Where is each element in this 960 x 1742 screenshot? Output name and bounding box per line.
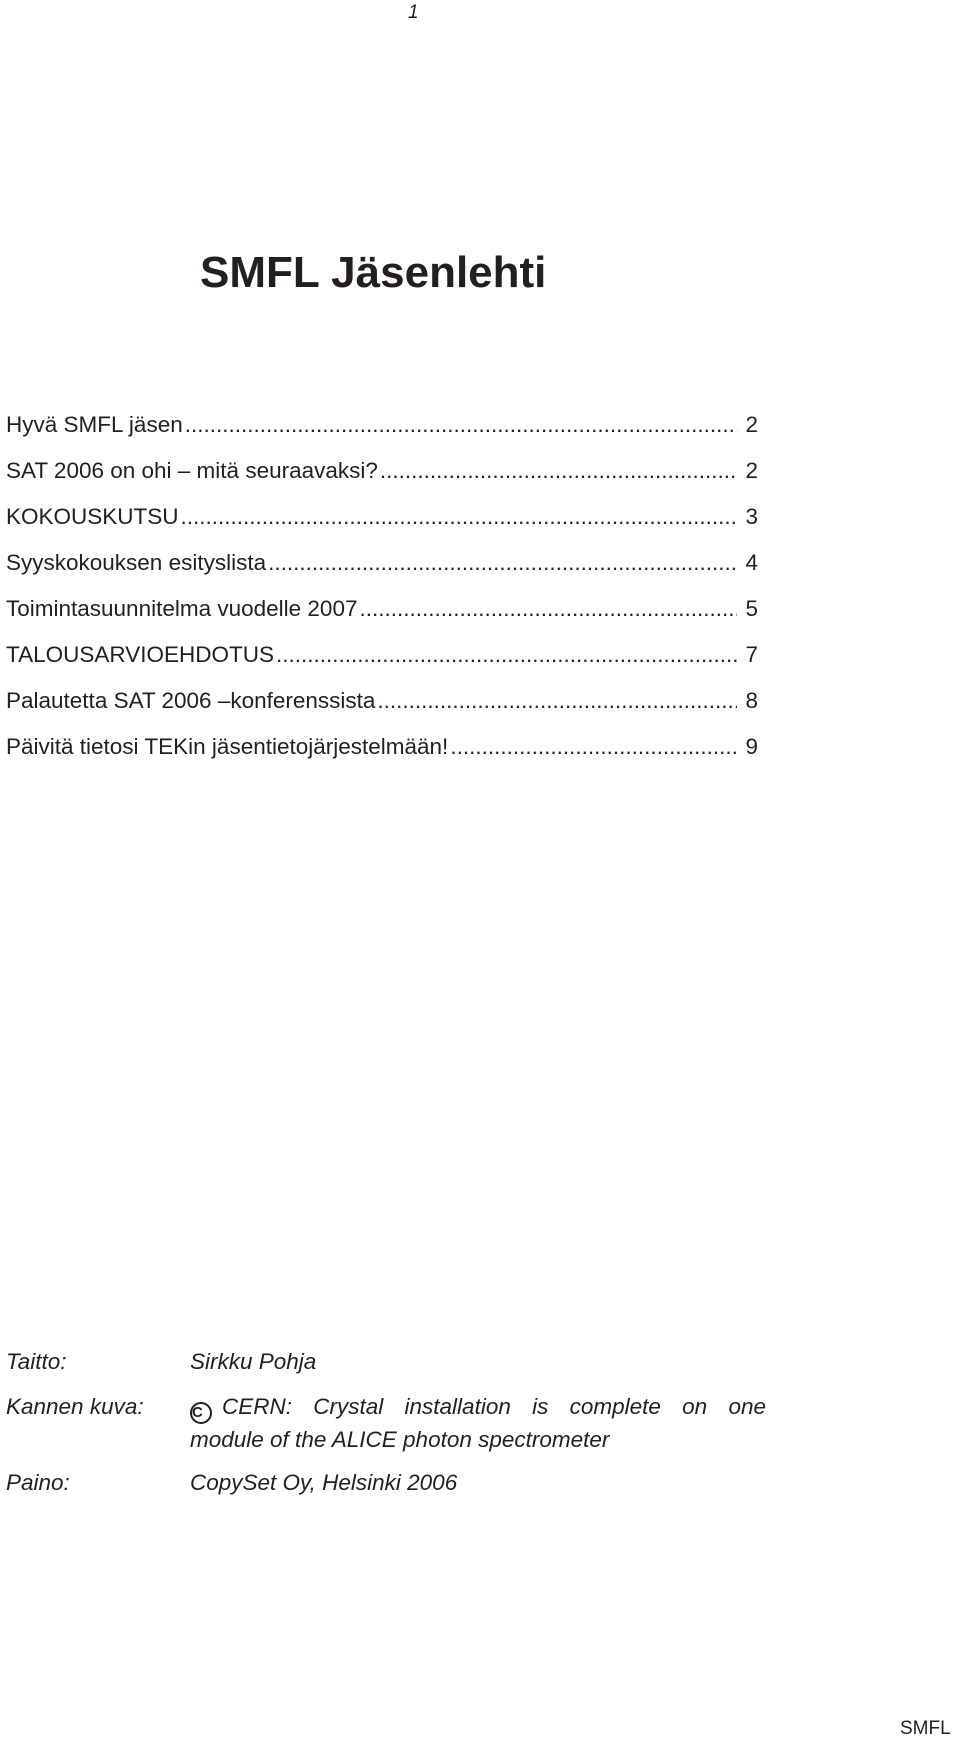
credit-cover-value: [190, 1391, 766, 1455]
toc-entry-page: 2: [745, 458, 758, 483]
toc-entry[interactable]: [6, 596, 758, 642]
table-of-contents: [6, 412, 758, 780]
credit-layout-value: Sirkku Pohja: [190, 1349, 317, 1374]
toc-leader-dots: [380, 458, 737, 484]
toc-entry-page: 5: [745, 596, 758, 621]
toc-entry-title: SAT 2006 on ohi – mitä seuraavaksi?: [6, 458, 378, 483]
toc-entry-page: 8: [745, 688, 758, 713]
toc-entry-page: 4: [745, 550, 758, 575]
credit-cover-text-1: CERN: Crystal installation is complete on one: [222, 1394, 766, 1419]
toc-entry-page: 7: [745, 642, 758, 667]
credits-block: [6, 1346, 766, 1510]
credit-cover-text-2: module of the ALICE photon spectrometer: [190, 1427, 610, 1452]
credit-layout-label: Taitto:: [6, 1349, 67, 1374]
copyright-icon: C: [190, 1402, 212, 1424]
toc-leader-dots: [450, 734, 737, 760]
toc-entry-title: Hyvä SMFL jäsen: [6, 412, 183, 437]
page-title: SMFL Jäsenlehti: [200, 248, 547, 297]
toc-leader-dots: [276, 642, 737, 668]
page-number: 1: [408, 2, 419, 23]
credit-print: [6, 1467, 766, 1498]
credit-cover: [6, 1391, 766, 1455]
toc-entry[interactable]: [6, 688, 758, 734]
toc-entry-title: Syyskokouksen esityslista: [6, 550, 267, 575]
toc-entry[interactable]: [6, 642, 758, 688]
toc-entry[interactable]: [6, 458, 758, 504]
toc-entry-title: TALOUSARVIOEHDOTUS: [6, 642, 274, 667]
toc-entry[interactable]: [6, 734, 758, 780]
toc-entry-title: Palautetta SAT 2006 –konferenssista: [6, 688, 376, 713]
toc-leader-dots: [377, 688, 737, 714]
toc-entry-page: 3: [745, 504, 758, 529]
toc-leader-dots: [185, 412, 737, 438]
toc-entry[interactable]: [6, 550, 758, 596]
toc-leader-dots: [268, 550, 737, 576]
credit-print-label: Paino:: [6, 1470, 70, 1495]
toc-entry[interactable]: [6, 412, 758, 458]
toc-entry[interactable]: [6, 504, 758, 550]
toc-entry-title: KOKOUSKUTSU: [6, 504, 179, 529]
toc-leader-dots: [181, 504, 737, 530]
toc-leader-dots: [359, 596, 737, 622]
toc-entry-page: 9: [745, 734, 758, 759]
credit-print-value: CopySet Oy, Helsinki 2006: [190, 1470, 458, 1495]
footer-brand: SMFL: [900, 1718, 951, 1739]
credit-cover-label: Kannen kuva:: [6, 1394, 144, 1419]
toc-entry-page: 2: [745, 412, 758, 437]
credit-cover-line-1: [190, 1391, 766, 1424]
toc-entry-title: Toimintasuunnitelma vuodelle 2007: [6, 596, 358, 621]
toc-entry-title: Päivitä tietosi TEKin jäsentietojärjestelmään!: [6, 734, 449, 759]
credit-layout: [6, 1346, 766, 1377]
